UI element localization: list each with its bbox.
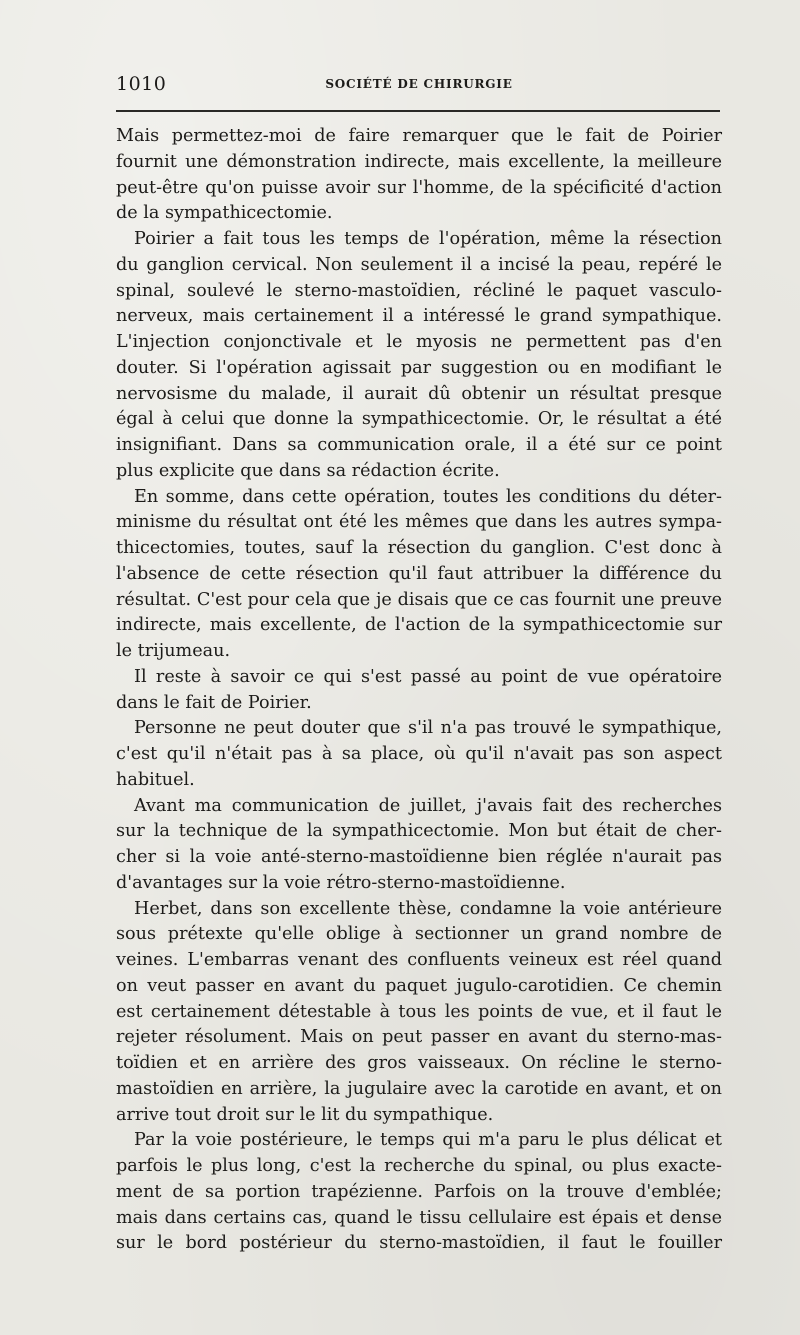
text-line: l'absence de cette résection qu'il faut attribuer la différence du bbox=[116, 563, 722, 584]
text-line: du ganglion cervical. Non seulement il a incisé la peau, repéré le bbox=[116, 254, 722, 275]
text-line: insignifiant. Dans sa communication orale, il a été sur ce point bbox=[116, 435, 722, 455]
text-line: Par la voie postérieure, le temps qui m'a paru le plus délicat et bbox=[134, 1130, 722, 1151]
text-line: thicectomies, toutes, sauf la résection du ganglion. C'est donc à bbox=[116, 538, 722, 558]
running-title: SOCIÉTÉ DE CHIRURGIE bbox=[325, 77, 513, 91]
text-line: le trijumeau. bbox=[116, 641, 231, 661]
text-line: sur la technique de la sympathicectomie. Mon but était de cher- bbox=[116, 821, 722, 842]
text-line: parfois le plus long, c'est la recherche du spinal, ou plus exacte- bbox=[116, 1156, 722, 1176]
text-line: on veut passer en avant du paquet jugulo-carotidien. Ce chemin bbox=[116, 975, 722, 996]
text-line: toïdien et en arrière des gros vaisseaux. On récline le sterno- bbox=[116, 1053, 722, 1073]
text-line: ment de sa portion trapézienne. Parfois on la trouve d'emblée; bbox=[116, 1181, 722, 1202]
text-line: nervosisme du malade, il aurait dû obtenir un résultat presque bbox=[116, 383, 722, 404]
text-line: Herbet, dans son excellente thèse, condamne la voie antérieure bbox=[134, 898, 722, 919]
text-line: Poirier a fait tous les temps de l'opération, même la résection bbox=[134, 229, 722, 249]
text-line: indirecte, mais excellente, de l'action de la sympathicectomie sur bbox=[116, 615, 722, 636]
text-line: douter. Si l'opération agissait par suggestion ou en modifiant le bbox=[116, 357, 722, 378]
text-line: mais dans certains cas, quand le tissu cellulaire est épais et dense bbox=[116, 1207, 722, 1228]
text-line: plus explicite que dans sa rédaction écrite. bbox=[116, 460, 500, 481]
text-line: En somme, dans cette opération, toutes les conditions du déter- bbox=[134, 486, 722, 507]
text-line: minisme du résultat ont été les mêmes que dans les autres sympa- bbox=[116, 512, 722, 533]
text-line: fournit une démonstration indirecte, mais excellente, la meilleure bbox=[116, 151, 722, 172]
text-line: de la sympathicectomie. bbox=[116, 203, 333, 224]
text-line: Mais permettez-moi de faire remarquer que le fait de Poirier bbox=[116, 126, 722, 146]
text-line: dans le fait de Poirier. bbox=[116, 692, 312, 713]
text-line: résultat. C'est pour cela que je disais que ce cas fournit une preuve bbox=[116, 589, 722, 610]
header-rule bbox=[116, 110, 720, 112]
text-line: c'est qu'il n'était pas à sa place, où qu'il n'avait pas son aspect bbox=[116, 744, 722, 764]
text-line: rejeter résolument. Mais on peut passer en avant du sterno-mas- bbox=[116, 1027, 722, 1048]
text-line: Avant ma communication de juillet, j'avais fait des recherches bbox=[134, 795, 722, 816]
text-line: Il reste à savoir ce qui s'est passé au point de vue opératoire bbox=[134, 666, 722, 687]
text-line: habituel. bbox=[116, 769, 195, 790]
page-header bbox=[116, 74, 722, 96]
text-line: arrive tout droit sur le lit du sympathique. bbox=[116, 1104, 494, 1125]
text-line: L'injection conjonctivale et le myosis ne permettent pas d'en bbox=[116, 332, 722, 352]
text-line: mastoïdien en arrière, la jugulaire avec la carotide en avant, et on bbox=[116, 1078, 722, 1099]
text-line: peut-être qu'on puisse avoir sur l'homme, de la spécificité d'action bbox=[116, 177, 722, 198]
text-line: sur le bord postérieur du sterno-mastoïdien, il faut le fouiller bbox=[116, 1233, 722, 1254]
text-line: cher si la voie anté-sterno-mastoïdienne bien réglée n'aurait pas bbox=[116, 847, 722, 867]
text-line: Personne ne peut douter que s'il n'a pas trouvé le sympathique, bbox=[134, 718, 722, 739]
text-line: égal à celui que donne la sympathicectomie. Or, le résultat a été bbox=[116, 409, 722, 430]
text-line: sous prétexte qu'elle oblige à sectionner un grand nombre de bbox=[116, 924, 722, 945]
body-text bbox=[116, 124, 722, 1257]
text-line: est certainement détestable à tous les points de vue, et il faut le bbox=[116, 1001, 722, 1022]
text-line: nerveux, mais certainement il a intéressé le grand sympathique. bbox=[116, 306, 722, 327]
text-line: spinal, soulevé le sterno-mastoïdien, récliné le paquet vasculo- bbox=[116, 280, 722, 301]
text-line: d'avantages sur la voie rétro-sterno-mastoïdienne. bbox=[116, 872, 566, 893]
text-line: veines. L'embarras venant des confluents veineux est réel quand bbox=[116, 950, 722, 970]
page-number: 1010 bbox=[116, 73, 167, 95]
